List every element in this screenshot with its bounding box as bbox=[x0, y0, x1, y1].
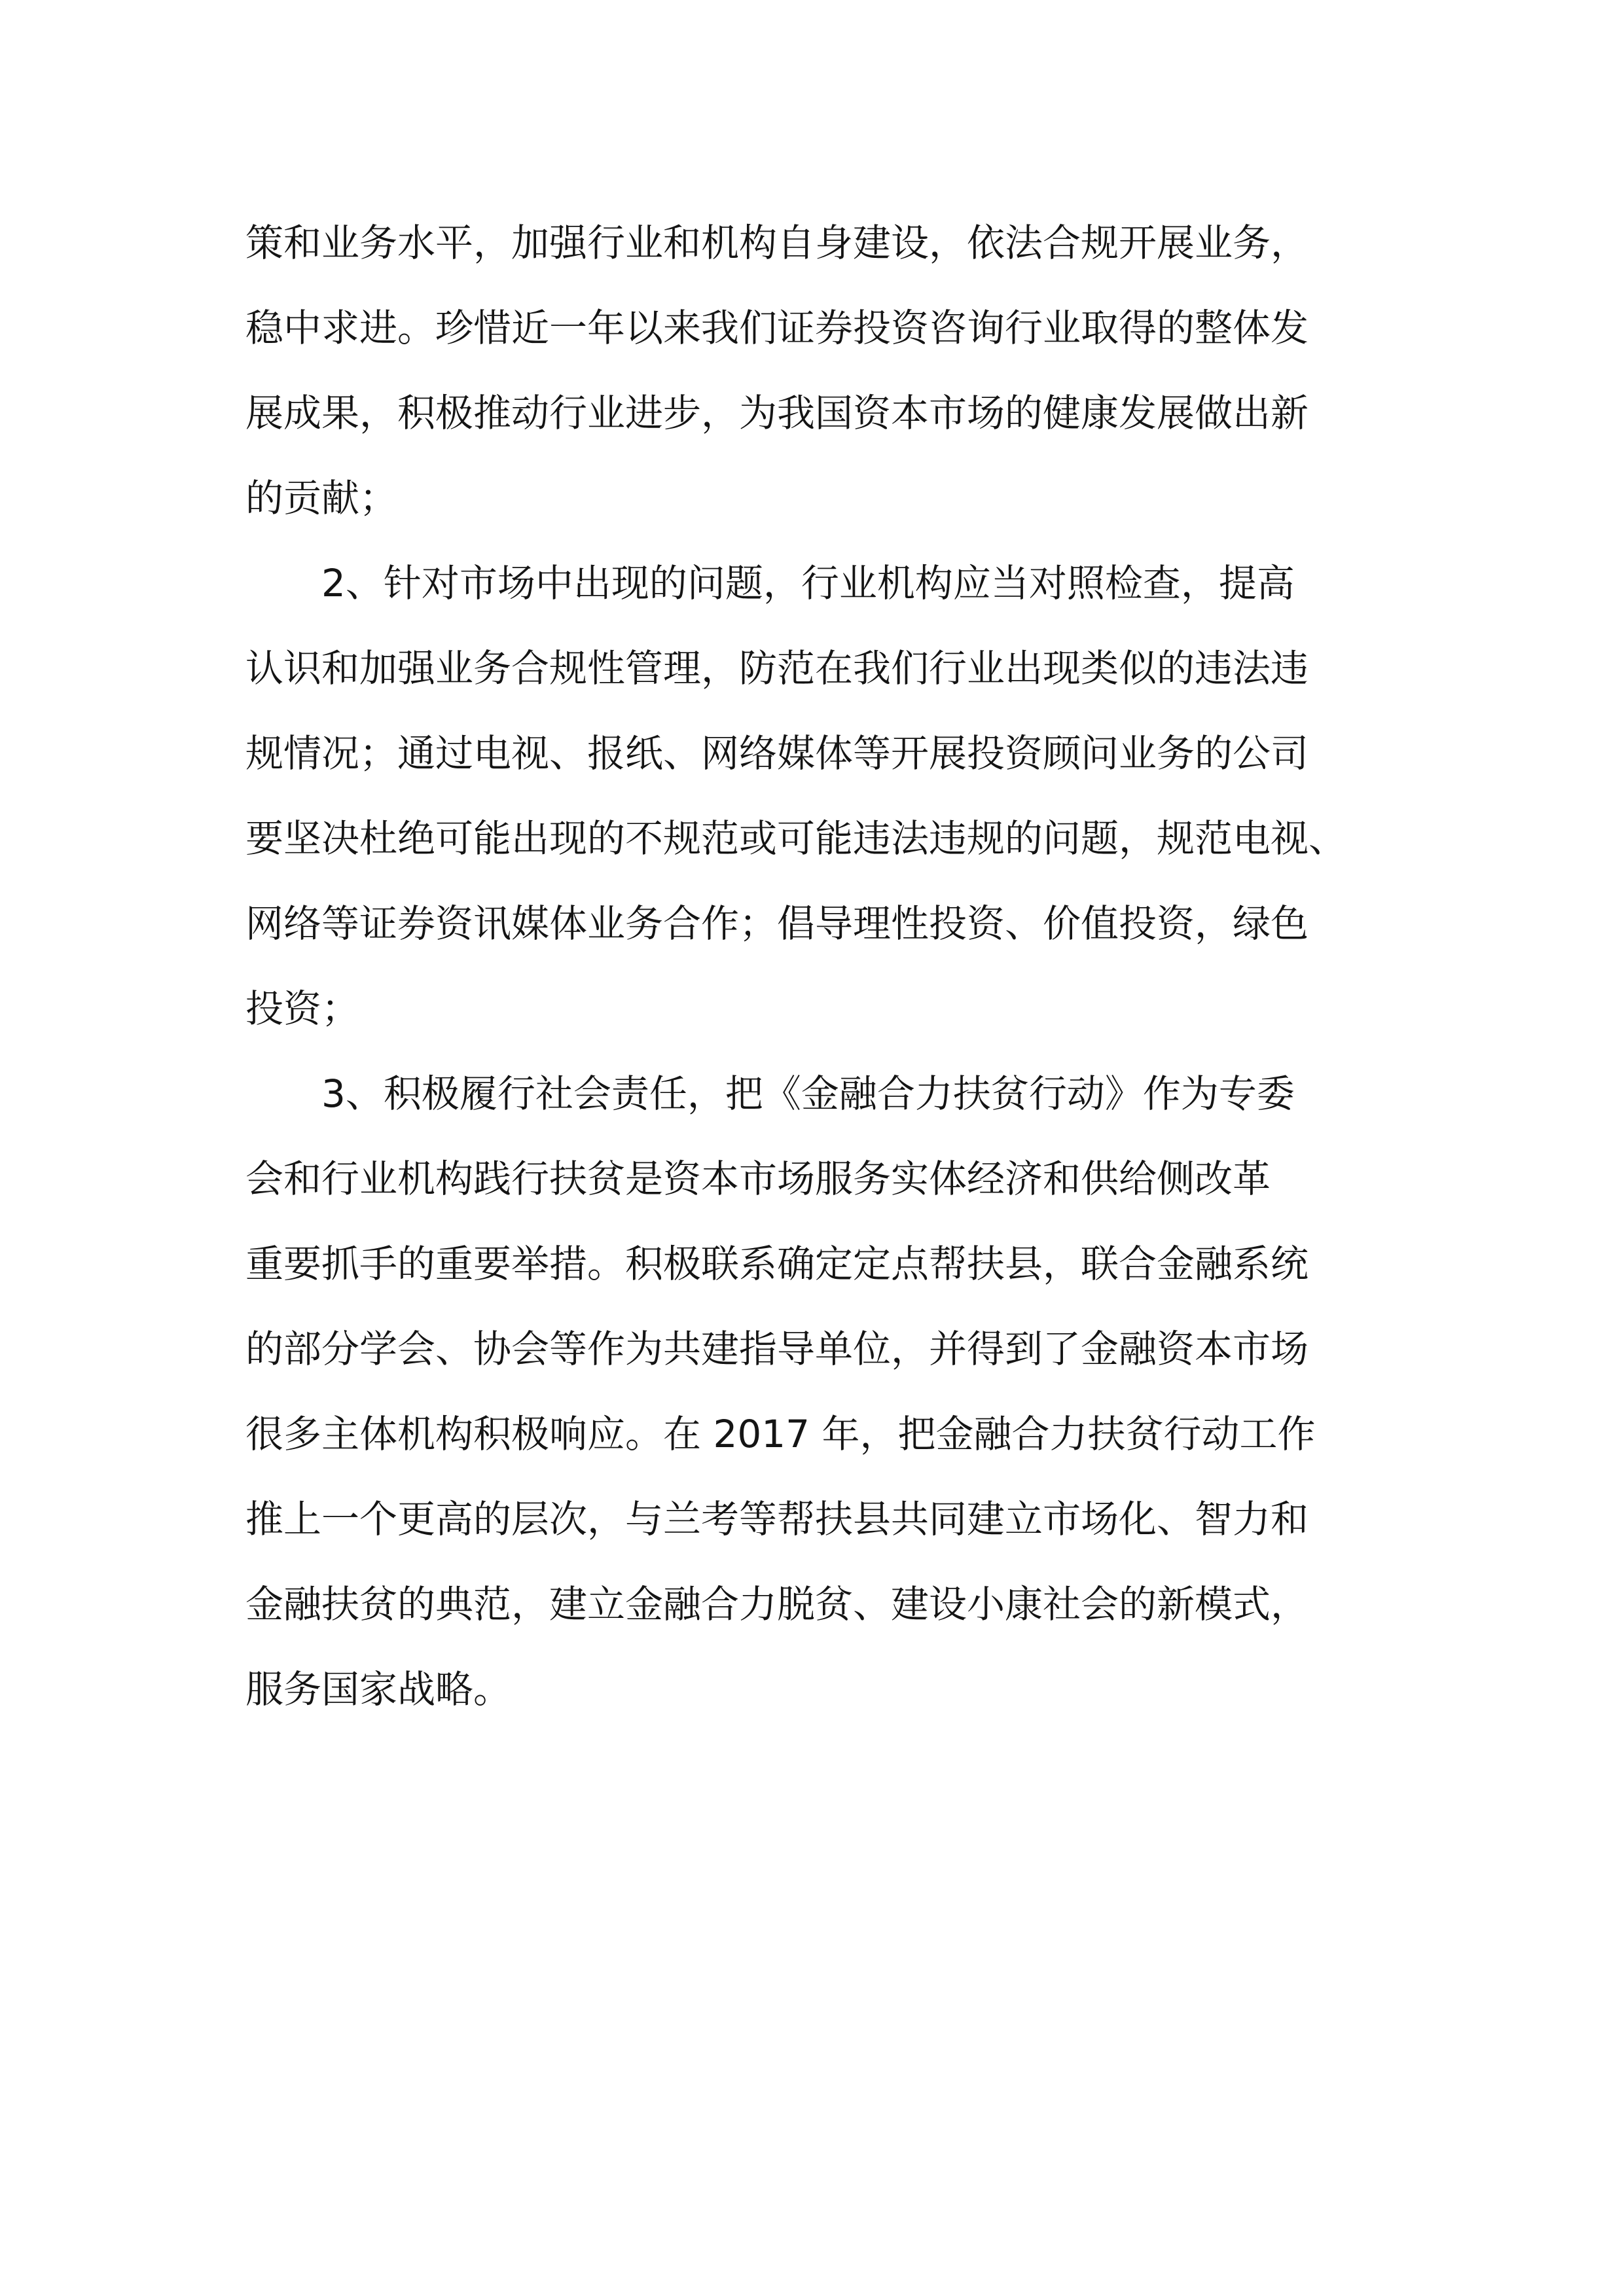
text-line: 要坚决杜绝可能出现的不规范或可能违法违规的问题，规范电视、 bbox=[245, 816, 1347, 861]
document-body bbox=[245, 200, 1384, 1732]
text-line: 金融扶贫的典范，建立金融合力脱贫、建设小康社会的新模式， bbox=[245, 1582, 1309, 1626]
text-line: 认识和加强业务合规性管理，防范在我们行业出现类似的违法违 bbox=[245, 646, 1309, 691]
text-line: 很多主体机构积极响应。在 2017 年，把金融合力扶贫行动工作 bbox=[245, 1412, 1316, 1456]
text-line: 的部分学会、协会等作为共建指导单位，并得到了金融资本市场 bbox=[245, 1327, 1309, 1371]
text-line: 3、积极履行社会责任，把《金融合力扶贫行动》作为专委 bbox=[321, 1071, 1295, 1116]
text-line: 重要抓手的重要举措。积极联系确定定点帮扶县，联合金融系统 bbox=[245, 1242, 1309, 1286]
paragraph-item-2 bbox=[245, 541, 1384, 1051]
text-line: 展成果，积极推动行业进步，为我国资本市场的健康发展做出新 bbox=[245, 391, 1309, 435]
text-line: 的贡献； bbox=[245, 476, 398, 520]
text-line: 服务国家战略。 bbox=[245, 1667, 512, 1712]
paragraph-continued bbox=[245, 200, 1384, 541]
text-line: 会和行业机构践行扶贫是资本市场服务实体经济和供给侧改革 bbox=[245, 1157, 1271, 1201]
text-line: 投资； bbox=[245, 986, 360, 1031]
text-line: 稳中求进。珍惜近一年以来我们证券投资咨询行业取得的整体发 bbox=[245, 306, 1309, 350]
text-line: 推上一个更高的层次，与兰考等帮扶县共同建立市场化、智力和 bbox=[245, 1497, 1309, 1541]
text-line: 2、针对市场中出现的问题，行业机构应当对照检查，提高 bbox=[321, 561, 1295, 605]
text-line: 网络等证券资讯媒体业务合作；倡导理性投资、价值投资，绿色 bbox=[245, 901, 1309, 946]
text-line: 规情况；通过电视、报纸、网络媒体等开展投资顾问业务的公司 bbox=[245, 731, 1309, 776]
paragraph-item-3 bbox=[245, 1051, 1384, 1732]
text-line: 策和业务水平，加强行业和机构自身建设，依法合规开展业务， bbox=[245, 221, 1309, 265]
